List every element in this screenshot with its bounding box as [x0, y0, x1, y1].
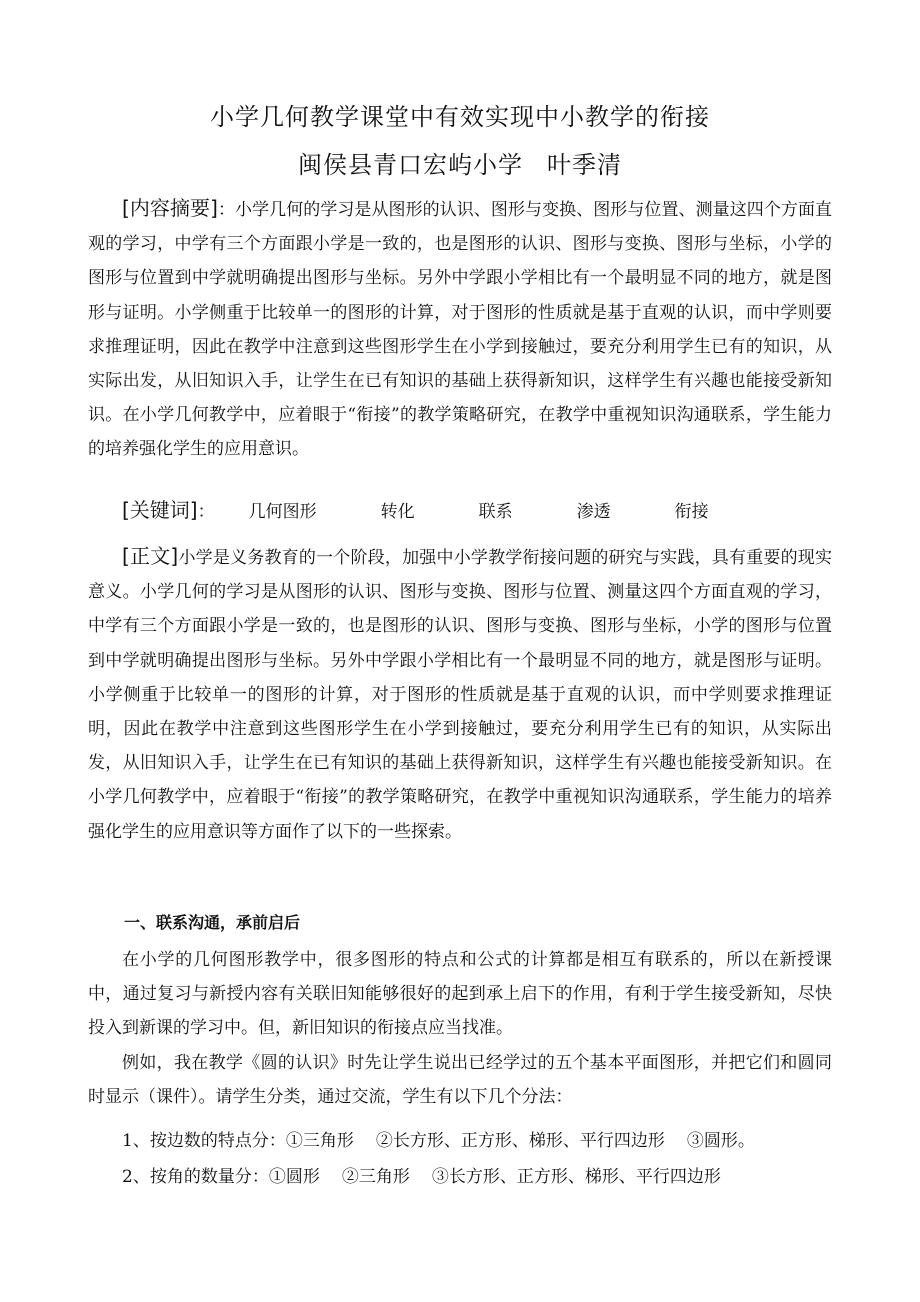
body-intro-text: 小学是义务教育的一个阶段，加强中小学教学衔接问题的研究与实践，具有重要的现实意义。小学几何的学习是从图形的认识、图形与变换、图形与位置、测量这四个方面直观的学习，中学有三个方面跟小学是一致的，也是图形的认识、图形与变换、图形与坐标，小学的图形与位置到中学就明确提出图形与坐标。另外中学跟小学相比有一个最明显不同的地方，就是图形与证明。小学侧重于比较单一的图形的计算，对于图形的性质就是基于直观的认识，而中学则要求推理证明，因此在教学中注意到这些图形学生在小学到接触过，要充分利用学生已有的知识，从实际出发，从旧知识入手，让学生在已有知识的基础上获得新知识，这样学生有兴趣也能接受新知识。在小学几何教学中，应着眼于“衔接”的教学策略研究，在教学中重视知识沟通联系，学生能力的培养强化学生的应用意识等方面作了以下的一些探索。: [88, 548, 833, 842]
abstract-paragraph: [88, 191, 832, 467]
list-item-prefix: 1、按边数的特点分：: [122, 1131, 286, 1151]
keywords-colon: ：: [197, 502, 215, 522]
keywords-line: [88, 493, 832, 529]
list-option: ②长方形、正方形、梯形、平行四边形: [375, 1131, 665, 1151]
section-heading: 一、联系沟通，承前启后: [124, 913, 301, 932]
keyword: 几何图形: [248, 502, 317, 522]
list-option: ③圆形。: [686, 1131, 755, 1151]
list-option: ③长方形、正方形、梯形、平行四边形: [431, 1167, 721, 1187]
document-author-line: [0, 145, 920, 180]
list-option: ②三角形: [341, 1167, 410, 1187]
body-intro-paragraph: [88, 539, 832, 849]
classification-list-item: [122, 1124, 777, 1158]
keyword: 渗透: [576, 502, 611, 522]
keyword: 联系: [478, 502, 513, 522]
author-school: 闽侯县青口宏屿小学: [298, 151, 523, 179]
list-item-prefix: 2、按角的数量分：: [122, 1167, 269, 1187]
keyword: 转化: [380, 502, 415, 522]
keywords-label: [关键词]: [122, 498, 198, 522]
keyword: 衔接: [674, 502, 709, 522]
section-paragraph: 在小学的几何图形教学中，很多图形的特点和公式的计算都是相互有联系的，所以在新授课中，通过复习与新授内容有关联旧知能够很好的起到承上启下的作用，有利于学生接受新知，尽快投入到新课的学习中。但，新旧知识的衔接点应当找准。: [88, 950, 832, 1039]
list-option: ①圆形: [268, 1167, 320, 1187]
author-name: 叶季清: [547, 151, 622, 179]
classification-list-item: [122, 1160, 743, 1194]
section-paragraph: 例如，我在教学《圆的认识》时先让学生说出已经学过的五个基本平面图形，并把它们和圆同时显示（课件）。请学生分类，通过交流，学生有以下几个分法：: [88, 1053, 832, 1108]
body-label: [正文]: [122, 544, 179, 568]
document-title: 小学几何教学课堂中有效实现中小教学的衔接: [210, 103, 710, 131]
list-option: ①三角形: [285, 1131, 354, 1151]
abstract-text: ：小学几何的学习是从图形的认识、图形与变换、图形与位置、测量这四个方面直观的学习，中学有三个方面跟小学是一致的，也是图形的认识、图形与变换、图形与坐标，小学的图形与位置到中学就明确提出图形与坐标。另外中学跟小学相比有一个最明显不同的地方，就是图形与证明。小学侧重于比较单一的图形的计算，对于图形的性质就是基于直观的认识，而中学则要求推理证明，因此在教学中注意到这些图形学生在小学到接触过，要充分利用学生已有的知识，从实际出发，从旧知识入手，让学生在已有知识的基础上获得新知识，这样学生有兴趣也能接受新知识。在小学几何教学中，应着眼于“衔接”的教学策略研究，在教学中重视知识沟通联系，学生能力的培养强化学生的应用意识。: [88, 200, 833, 460]
abstract-label: [内容摘要]: [122, 196, 218, 220]
